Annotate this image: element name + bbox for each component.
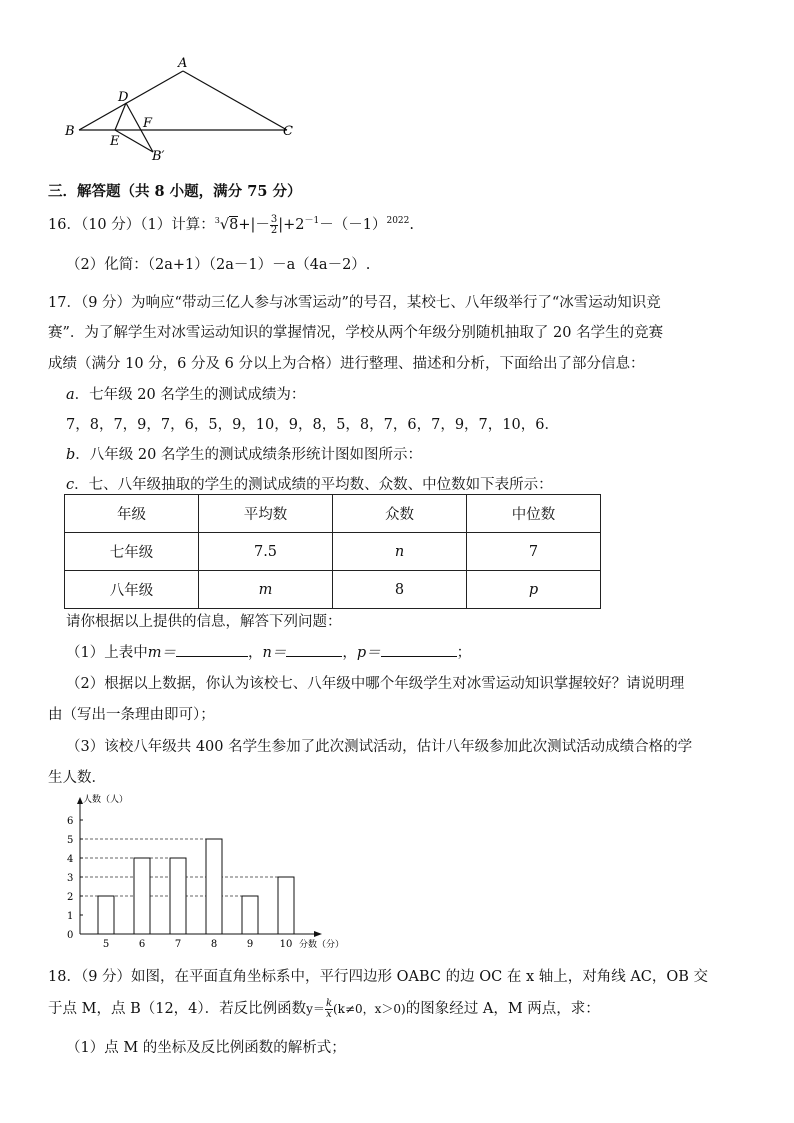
x-axis-arrow: [314, 931, 322, 937]
y-tick-label: 2: [67, 892, 74, 903]
table-cell: 八年级: [65, 571, 199, 609]
q17-info-b: b．八年级 20 名学生的测试成绩条形统计图如图所示：: [66, 447, 422, 463]
table-cell: n: [333, 533, 467, 571]
q16-stem: 16．（10 分）（1）计算：: [48, 217, 215, 233]
bar: [242, 896, 258, 934]
q17-part1: （1）上表中m＝ ，n＝ ，p＝ ；: [66, 641, 471, 662]
section-title: 三．解答题（共 8 小题，满分 75 分）: [48, 183, 302, 200]
label-D: D: [118, 90, 129, 105]
table-header: 平均数: [199, 495, 333, 533]
bar-chart: [56, 792, 366, 952]
cube-root: $^3$√8: [214, 216, 239, 233]
q16-part1: 16．（10 分）（1）计算：$^3$√8+|－ $\frac{3}{2}$ $|+2^{-1}-(-1)^{2022}$.: [48, 213, 414, 236]
function-condition: (k≠0，x＞0): [333, 1002, 406, 1016]
y-tick-label: 6: [67, 816, 74, 827]
table-row: [65, 533, 601, 571]
y-tick-label: 5: [67, 835, 74, 846]
label-B: B: [65, 124, 75, 139]
function-y: y＝: [306, 1002, 325, 1016]
q17-part2-line2: 由（写出一条理由即可）；: [48, 707, 215, 723]
fraction-3-2: $\frac{3}{2}$: [270, 213, 278, 236]
x-tick-label: 5: [102, 939, 110, 950]
q17-part3-line2: 生人数．: [48, 770, 106, 786]
bar: [98, 896, 114, 934]
table-cell: 8: [333, 571, 467, 609]
label-F: F: [143, 116, 153, 131]
q17-ask: 请你根据以上提供的信息，解答下列问题：: [66, 614, 342, 630]
y-tick-label: 4: [67, 854, 74, 865]
bar: [134, 858, 150, 934]
q17-info-c: c．七、八年级抽取的学生的测试成绩的平均数、众数、中位数如下表所示：: [66, 477, 553, 493]
table-header: 年级: [65, 495, 199, 533]
q16-part2: （2）化简：（2a+1）（2a－1）－a（4a－2）.: [66, 257, 371, 273]
table-cell: m: [199, 571, 333, 609]
label-E: E: [110, 134, 120, 149]
x-tick-label: 6: [138, 939, 146, 950]
q17-info-a: a．七年级 20 名学生的测试成绩为：: [66, 387, 306, 403]
table-cell: 7: [467, 533, 601, 571]
bar: [170, 858, 186, 934]
q17-line2: 赛”．为了解学生对冰雪运动知识的掌握情况，学校从两个年级分别随机抽取了 20 名学生的竞赛: [48, 325, 664, 341]
label-A: A: [178, 56, 188, 71]
table-cell: p: [467, 571, 601, 609]
q18-line1: 18．（9 分）如图，在平面直角坐标系中，平行四边形 OABC 的边 OC 在 x 轴上，对角线 AC，OB 交: [48, 969, 709, 985]
answer-blank-p[interactable]: [381, 642, 457, 657]
y-tick-label: 1: [67, 911, 74, 922]
table-cell: 7.5: [199, 533, 333, 571]
bar: [206, 839, 222, 934]
answer-blank-n[interactable]: [286, 642, 342, 657]
answer-blank-m[interactable]: [176, 642, 248, 657]
q18-part1: （1）点 M 的坐标及反比例函数的解析式；: [66, 1040, 346, 1056]
y-axis-label: 人数（人）: [83, 795, 129, 805]
label-B-prime: B′: [152, 149, 165, 164]
x-tick-label: 10: [279, 939, 293, 950]
triangle-figure: [60, 52, 310, 170]
fraction-k-x: $\frac{k}{x}$: [325, 997, 332, 1020]
q17-part3-line1: （3）该校八年级共 400 名学生参加了此次测试活动，估计八年级参加此次测试活动成绩合格的学: [66, 739, 693, 755]
table-row: [65, 571, 601, 609]
q17-line1: 17．（9 分）为响应“带动三亿人参与冰雪运动”的号召，某校七、八年级举行了“冰雪运动知识竞: [48, 295, 661, 311]
x-axis-label: 分数（分）: [299, 940, 345, 950]
bar: [278, 877, 294, 934]
y-tick-label: 0: [67, 930, 74, 941]
q17-scores: 7，8，7，9，7，6，5，9，10，9，8，5，8，7，6，7，9，7，10，6．: [66, 417, 559, 433]
x-tick-label: 7: [174, 939, 182, 950]
q18-line2: 于点 M，点 B（12，4）．若反比例函数y＝ $\frac{k}{x}$ (k≠0，x＞0)的图象经过 A，M 两点，求：: [48, 997, 600, 1020]
table-cell: 七年级: [65, 533, 199, 571]
stats-table: [64, 494, 601, 609]
q17-part2-line1: （2）根据以上数据，你认为该校七、八年级中哪个年级学生对冰雪运动知识掌握较好？请说明理: [66, 676, 685, 692]
table-header: 众数: [333, 495, 467, 533]
table-header-row: [65, 495, 601, 533]
q17-line3: 成绩（满分 10 分，6 分及 6 分以上为合格）进行整理、描述和分析，下面给出了部分信息：: [48, 356, 645, 372]
y-tick-label: 3: [67, 873, 74, 884]
table-header: 中位数: [467, 495, 601, 533]
label-C: C: [283, 124, 293, 139]
x-tick-label: 9: [246, 939, 254, 950]
x-tick-label: 8: [210, 939, 218, 950]
